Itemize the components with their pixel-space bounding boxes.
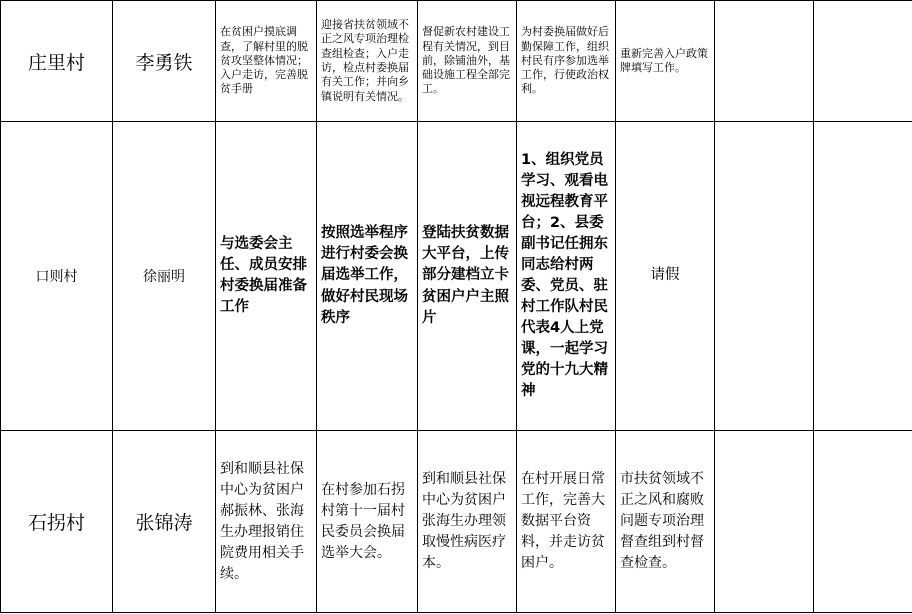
- work-cell: [814, 431, 912, 613]
- village-name: 石拐村: [1, 431, 113, 613]
- work-cell: 市扶贫领域不正之风和腐败问题专项治理督查组到村督查检查。: [616, 431, 715, 613]
- person-name: 徐丽明: [113, 122, 216, 431]
- work-cell: 与选委会主任、成员安排村委换届准备工作: [216, 122, 317, 431]
- work-cell: 1、组织党员学习、观看电视远程教育平台；2、县委副书记任拥东同志给村两委、党员、驻村工作队村民代表4人上党课，一起学习党的十九大精神: [517, 122, 616, 431]
- work-cell: 按照选举程序进行村委会换届选举工作，做好村民现场秩序: [317, 122, 418, 431]
- work-cell: 请假: [616, 122, 715, 431]
- work-cell: 登陆扶贫数据大平台，上传部分建档立卡贫困户户主照片: [418, 122, 517, 431]
- work-cell: [715, 1, 814, 122]
- person-name: 李勇铁: [113, 1, 216, 122]
- work-cell: [715, 122, 814, 431]
- work-cell: 到和顺县社保中心为贫困户张海生办理领取慢性病医疗本。: [418, 431, 517, 613]
- work-cell: [715, 431, 814, 613]
- table-row: [1, 122, 912, 431]
- work-cell: 重新完善入户政策牌填写工作。: [616, 1, 715, 122]
- work-cell: 迎接省扶贫领域不正之风专项治理检查组检查；入户走访，检点村委换届有关工作；并向乡镇说明有关情况。: [317, 1, 418, 122]
- work-cell: 为村委换届做好后勤保障工作，组织村民有序参加选举工作，行使政治权利。: [517, 1, 616, 122]
- work-cell: [814, 1, 912, 122]
- work-cell: 督促新农村建设工程有关情况，到目前，除铺油外，基础设施工程全部完工。: [418, 1, 517, 122]
- work-cell: 在贫困户摸底调查，了解村里的脱贫攻坚整体情况；入户走访，完善脱贫手册: [216, 1, 317, 122]
- table-row: [1, 431, 912, 613]
- person-name: 张锦涛: [113, 431, 216, 613]
- village-name: 庄里村: [1, 1, 113, 122]
- work-cell: 在村参加石拐村第十一届村民委员会换届选举大会。: [317, 431, 418, 613]
- table-row: [1, 1, 912, 122]
- work-cell: [814, 122, 912, 431]
- work-cell: 到和顺县社保中心为贫困户郝振林、张海生办理报销住院费用相关手续。: [216, 431, 317, 613]
- village-name: 口则村: [1, 122, 113, 431]
- work-cell: 在村开展日常工作，完善大数据平台资料，并走访贫困户。: [517, 431, 616, 613]
